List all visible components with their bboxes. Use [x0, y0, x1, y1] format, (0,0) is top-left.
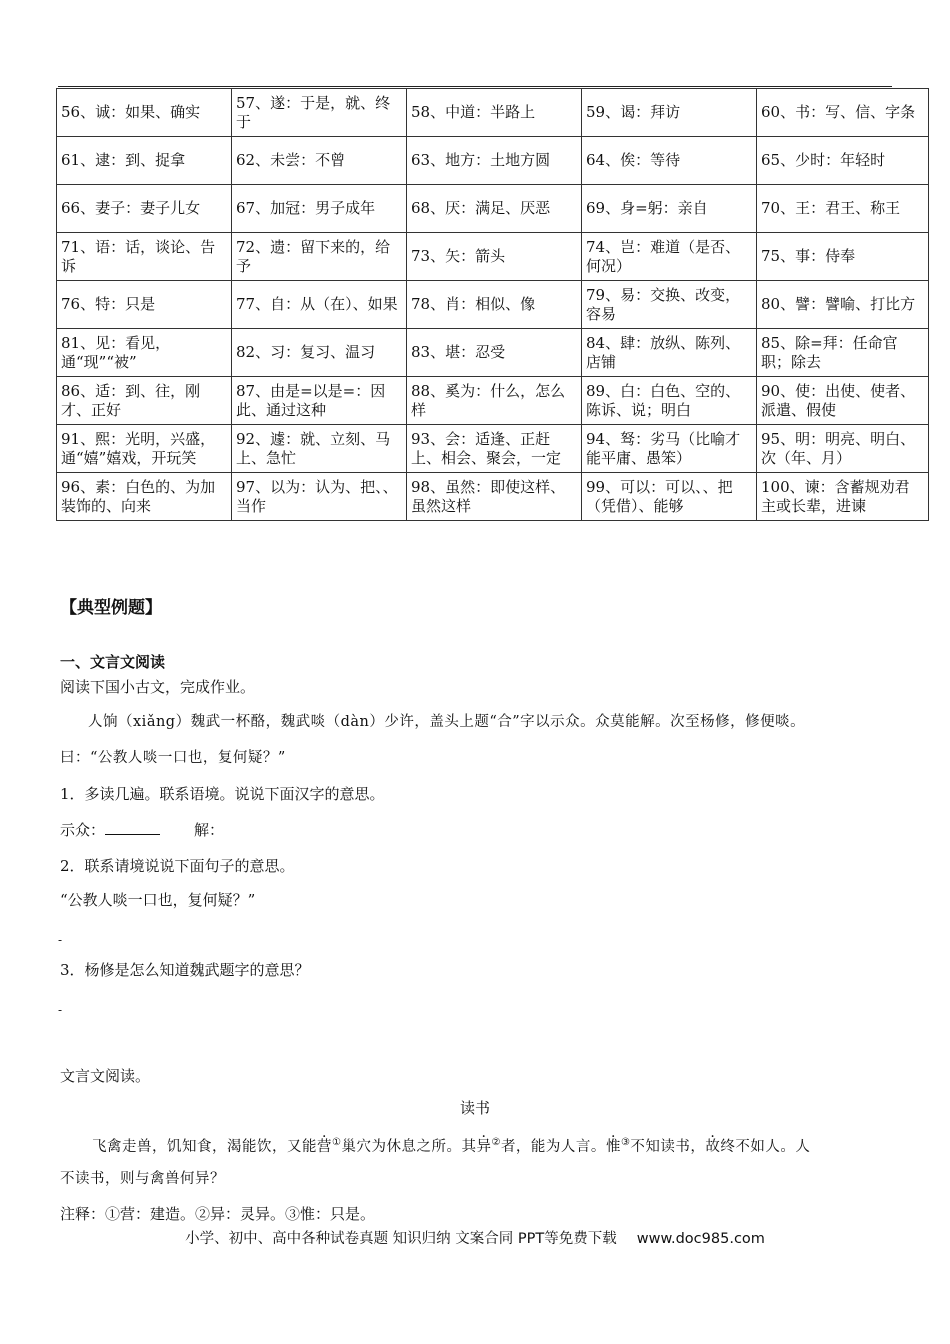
table-cell: 63、地方：土地方圆 [407, 137, 582, 185]
table-cell: 70、王：君王、称王 [757, 185, 929, 233]
answer-dash-2: - [58, 1003, 63, 1017]
passage2-line1 [92, 1133, 932, 1157]
table-cell: 76、特：只是 [57, 281, 232, 329]
table-cell: 85、除=拜：任命官职；除去 [757, 329, 929, 377]
table-cell: 87、由是=以是=：因此、通过这种 [232, 377, 407, 425]
table-cell: 60、书：写、信、字条 [757, 89, 929, 137]
table-cell: 88、奚为：什么，怎么样 [407, 377, 582, 425]
table-cell: 83、堪：忍受 [407, 329, 582, 377]
notes: 注释：①营：建造。②异：灵异。③惟：只是。 [60, 1205, 376, 1223]
top-rule [58, 86, 892, 87]
table-cell: 73、矢：箭头 [407, 233, 582, 281]
note-mark-3: ③ [620, 1137, 631, 1148]
table-cell: 99、可以：可以、、把（凭借）、能够 [582, 473, 757, 521]
passage2-text-a: 飞禽走兽，饥知食，渴能饮，又能 [92, 1138, 317, 1155]
table-cell: 71、语：话，谈论、告诉 [57, 233, 232, 281]
question-1: 1．多读几遍。联系语境。说说下面汉字的意思。 [60, 785, 385, 803]
table-cell: 96、素：白色的、为加装饰的、向来 [57, 473, 232, 521]
table-cell: 97、以为：认为、把、、当作 [232, 473, 407, 521]
table-cell: 56、诚：如果、确实 [57, 89, 232, 137]
table-cell: 77、自：从（在）、如果 [232, 281, 407, 329]
question-2: 2．联系请境说说下面句子的意思。 [60, 857, 295, 875]
table-row [57, 473, 929, 521]
note-mark-2: ② [491, 1137, 501, 1148]
table-row [57, 89, 929, 137]
passage1-line2: 曰：“公教人啖一口也，复何疑？” [60, 750, 286, 766]
passage2-text-c: 者，能为人言。 [500, 1138, 606, 1155]
part-two-intro: 文言文阅读。 [60, 1067, 151, 1085]
table-cell: 98、虽然：即使这样、虽然这样 [407, 473, 582, 521]
passage2-text-d: 不知读书， [630, 1138, 706, 1155]
passage1-line1: 人饷（xiǎng）魏武一杯酪，魏武啖（dàn）少许，盖头上题“合”字以示众。众莫能解。次至杨修，修便啖。 [88, 714, 806, 730]
table-cell: 91、熙：光明，兴盛，通“嬉”嬉戏，开玩笑 [57, 425, 232, 473]
table-cell: 68、厌：满足、厌恶 [407, 185, 582, 233]
table-row [57, 377, 929, 425]
table-cell: 67、加冠：男子成年 [232, 185, 407, 233]
table-cell: 81、见：看见，通“现”“被” [57, 329, 232, 377]
table-cell: 79、易：交换、改变，容易 [582, 281, 757, 329]
table-cell: 86、适：到、往，刚才、正好 [57, 377, 232, 425]
table-cell: 80、譬：譬喻、打比方 [757, 281, 929, 329]
table-cell: 59、谒：拜访 [582, 89, 757, 137]
keyword-wei: 惟 [605, 1138, 621, 1155]
table-cell: 78、肖：相似、像 [407, 281, 582, 329]
table-row [57, 185, 929, 233]
table-cell: 84、肆：放纵、陈列、店铺 [582, 329, 757, 377]
section-title: 【典型例题】 [60, 598, 162, 618]
keyword-ying: 营 [317, 1138, 332, 1155]
answer-blank[interactable] [105, 820, 160, 835]
passage2-title: 读书 [459, 1099, 490, 1117]
footer [0, 1227, 950, 1248]
table-cell: 65、少时：年轻时 [757, 137, 929, 185]
question-1-blanks [60, 820, 224, 840]
passage2-line2: 不读书，则与禽兽何异？ [60, 1171, 225, 1187]
passage2-text-b: 巢穴为休息之所。其 [341, 1138, 477, 1155]
table-row [57, 137, 929, 185]
table-cell: 72、遗：留下来的，给予 [232, 233, 407, 281]
keyword-gu: 故 [705, 1138, 721, 1155]
table-cell: 75、事：侍奉 [757, 233, 929, 281]
table-cell: 82、习：复习、温习 [232, 329, 407, 377]
table-row [57, 329, 929, 377]
table-cell: 90、使：出使、使者、派遣、假使 [757, 377, 929, 425]
table-cell: 89、白：白色、空的、陈诉、说；明白 [582, 377, 757, 425]
table-cell: 69、身=躬：亲自 [582, 185, 757, 233]
table-cell: 100、谏：含蓄规劝君主或长辈，进谏 [757, 473, 929, 521]
table-cell: 93、会：适逢、正赶上、相会、聚会，一定 [407, 425, 582, 473]
keyword-yi: 异 [476, 1138, 492, 1155]
table-row [57, 425, 929, 473]
table-cell: 64、俟：等待 [582, 137, 757, 185]
q1-word2: 解： [194, 821, 225, 839]
q1-word1: 示众： [60, 821, 106, 839]
table-cell: 92、遽：就、立刻、马上、急忙 [232, 425, 407, 473]
vocab-table-body [57, 89, 929, 521]
table-cell: 58、中道：半路上 [407, 89, 582, 137]
question-2-sentence: “公教人啖一口也，复何疑？” [60, 891, 256, 909]
part-one-title: 一、文言文阅读 [60, 653, 166, 671]
table-row [57, 233, 929, 281]
answer-dash-1: - [58, 933, 63, 947]
table-cell: 74、岂：难道（是否、何况） [582, 233, 757, 281]
table-cell: 61、逮：到、捉拿 [57, 137, 232, 185]
table-cell: 62、未尝：不曾 [232, 137, 407, 185]
instruction: 阅读下国小古文，完成作业。 [60, 678, 256, 696]
table-row [57, 281, 929, 329]
table-cell: 66、妻子：妻子儿女 [57, 185, 232, 233]
footer-text: 小学、初中、高中各种试卷真题 知识归纳 文案合同 PPT等免费下载 [185, 1231, 617, 1247]
footer-url[interactable]: www.doc985.com [636, 1231, 765, 1247]
table-cell: 57、遂：于是，就、终于 [232, 89, 407, 137]
table-cell: 94、驽：劣马（比喻才能平庸、愚笨） [582, 425, 757, 473]
passage2-text-e: 终不如人。人 [720, 1138, 811, 1155]
question-3: 3．杨修是怎么知道魏武题字的意思？ [60, 961, 310, 979]
note-mark-1: ① [332, 1137, 342, 1148]
table-cell: 95、明：明亮、明白、次（年、月） [757, 425, 929, 473]
vocab-table [56, 88, 929, 521]
